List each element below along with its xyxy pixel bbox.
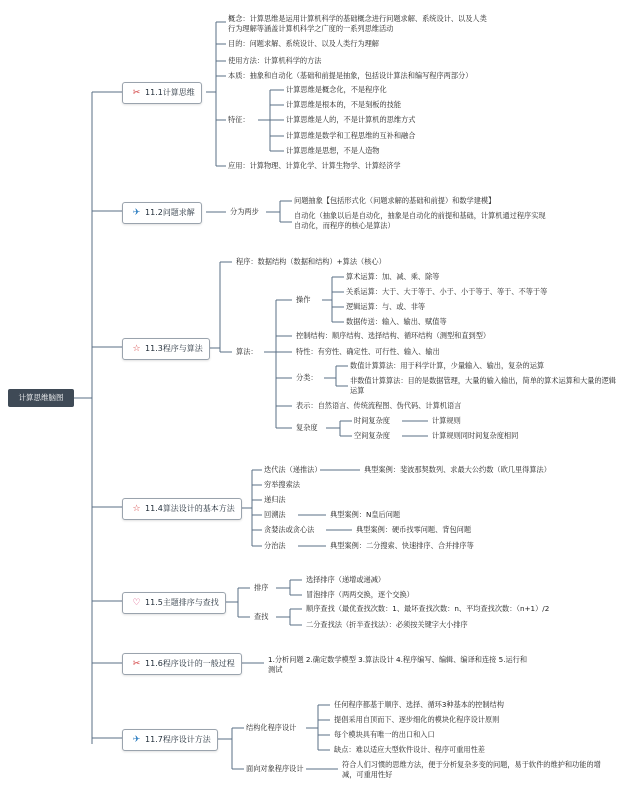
t3-complex-value: 计算规则 bbox=[432, 416, 461, 425]
t4-method: 回溯法 bbox=[264, 510, 286, 519]
t5-sort-label: 排序 bbox=[254, 583, 269, 592]
t1-feature-item: 计算思维是思想，不是人造物 bbox=[286, 146, 380, 155]
t7-struct-item: 任何程序都基于顺序、选择、循环3种基本的控制结构 bbox=[334, 700, 504, 709]
t7-struct-label: 结构化程序设计 bbox=[246, 723, 297, 732]
t5-search-item: 顺序查找（最优查找次数：1、最坏查找次数：n、平均查找次数：（n+1）/2 bbox=[306, 604, 550, 613]
topic-programming-process bbox=[122, 653, 242, 675]
topic-problem-solving bbox=[122, 202, 202, 224]
paper-plane-icon: ✈ bbox=[132, 208, 141, 218]
star-icon: ☆ bbox=[132, 344, 141, 354]
topic-programming-methods bbox=[122, 729, 218, 751]
t3-repr: 表示：自然语言、传统流程图、伪代码、计算机语言 bbox=[296, 401, 462, 410]
topic-label: 11.5主题排序与查找 bbox=[145, 598, 219, 607]
topic-algorithm-design-methods bbox=[122, 498, 242, 520]
topic-label: 11.2问题求解 bbox=[145, 208, 195, 217]
star-icon: ☆ bbox=[132, 504, 141, 514]
t7-oop-label: 面向对象程序设计 bbox=[246, 764, 304, 773]
topic-program-algorithm bbox=[122, 338, 210, 360]
t3-class-item: 非数值计算算法：目的是数据管理，大量的输入输出，简单的算术运算和大量的逻辑运算 bbox=[350, 376, 616, 395]
t4-example: 典型案例：N皇后问题 bbox=[330, 510, 401, 519]
tools-icon: ✂ bbox=[132, 88, 141, 98]
t3-complex-key: 时间复杂度 bbox=[354, 416, 390, 425]
t3-complex-label: 复杂度 bbox=[296, 423, 318, 432]
t4-method: 穷举搜索法 bbox=[264, 480, 300, 489]
t4-method: 分治法 bbox=[264, 541, 286, 550]
t4-method: 贪婪法或贪心法 bbox=[264, 525, 315, 534]
t1-method: 使用方法：计算机科学的方法 bbox=[228, 56, 322, 65]
t3-op-item: 算术运算：加、减、乘、除等 bbox=[346, 272, 440, 281]
t1-feature-item: 计算思维是概念化，不是程序化 bbox=[286, 85, 387, 94]
t3-op-label: 操作 bbox=[296, 295, 311, 304]
t3-op-item: 逻辑运算：与、或、非等 bbox=[346, 302, 426, 311]
t1-purpose: 目的：问题求解、系统设计、以及人类行为理解 bbox=[228, 39, 379, 48]
t3-program: 程序：数据结构（数据和结构）+算法（核心） bbox=[236, 257, 386, 266]
t4-example: 典型案例：硬币找零问题、背包问题 bbox=[356, 525, 472, 534]
topic-computational-thinking bbox=[122, 82, 202, 104]
t4-method: 迭代法（递推法） bbox=[264, 465, 322, 474]
topic-label: 11.1计算思维 bbox=[145, 88, 195, 97]
t3-op-item: 数据传送：输入、输出、赋值等 bbox=[346, 317, 447, 326]
topic-sort-search bbox=[122, 592, 226, 614]
topic-label: 11.3程序与算法 bbox=[145, 344, 203, 353]
t3-complex-key: 空间复杂度 bbox=[354, 431, 390, 440]
t3-class-label: 分类： bbox=[296, 373, 318, 382]
tools-icon: ✂ bbox=[132, 659, 141, 669]
t3-algo-label: 算法： bbox=[236, 347, 258, 356]
t5-sort-item: 冒泡排序（两两交换，逐个交换） bbox=[306, 590, 414, 599]
t2-step-abstract: 问题抽象【包括形式化（问题求解的基础和前提）和数学建模】 bbox=[294, 196, 496, 205]
t1-feature-item: 计算思维是数学和工程思维的互补和融合 bbox=[286, 131, 416, 140]
t6-steps: 1.分析问题 2.确定数学模型 3.算法设计 4.程序编写、编辑、编译和连接 5.运行和测试 bbox=[268, 655, 528, 674]
t2-step-automation: 自动化（抽象以后是自动化，抽象是自动化的前提和基础，计算机通过程序实现自动化，而程序的核心是算法） bbox=[294, 211, 546, 230]
t4-example: 典型案例：斐波那契数列、求最大公约数（欧几里得算法） bbox=[364, 465, 551, 474]
topic-label: 11.6程序设计的一般过程 bbox=[145, 659, 235, 668]
t5-search-label: 查找 bbox=[254, 612, 269, 621]
t4-method: 递归法 bbox=[264, 495, 286, 504]
t1-feature-item: 计算思维是人的，不是计算机的思维方式 bbox=[286, 115, 416, 124]
t1-feature-item: 计算思维是根本的，不是刻板的技能 bbox=[286, 100, 402, 109]
t3-class-item: 数值计算算法：用于科学计算，少量输入、输出，复杂的运算 bbox=[350, 361, 545, 370]
paper-plane-icon: ✈ bbox=[132, 735, 141, 745]
t1-feature-label: 特征： bbox=[228, 115, 250, 124]
topic-label: 11.7程序设计方法 bbox=[145, 735, 211, 744]
topic-label: 11.4算法设计的基本方法 bbox=[145, 504, 235, 513]
t1-essence: 本质：抽象和自动化（基础和前提是抽象，包括设计算法和编写程序两部分） bbox=[228, 71, 473, 80]
t5-sort-item: 选择排序（递增或递减） bbox=[306, 575, 386, 584]
t3-traits: 特性：有穷性、确定性、可行性、输入、输出 bbox=[296, 347, 440, 356]
heart-icon: ♡ bbox=[132, 598, 141, 608]
t3-complex-value: 计算规则同时间复杂度相同 bbox=[432, 431, 519, 440]
t7-struct-item: 每个模块具有唯一的出口和入口 bbox=[334, 730, 435, 739]
t7-struct-item: 提倡采用自顶而下、逐步细化的模块化程序设计原则 bbox=[334, 715, 500, 724]
t1-concept: 概念：计算思维是运用计算机科学的基础概念进行问题求解、系统设计、以及人类行为理解等涵盖计算机科学之广度的一系列思维活动 bbox=[228, 14, 487, 33]
t7-oop-desc: 符合人们习惯的思维方法，便于分析复杂多变的问题，易于软件的维护和功能的增减，可重用性好 bbox=[342, 760, 601, 779]
t4-example: 典型案例：二分搜索、快速排序、合并排序等 bbox=[330, 541, 474, 550]
t3-control: 控制结构：顺序结构、选择结构、循环结构（测型和直到型） bbox=[296, 331, 491, 340]
t3-op-item: 关系运算：大于、大于等于、小于、小于等于、等于、不等于等 bbox=[346, 287, 548, 296]
t5-search-item: 二分查找法（折半查找法）：必须按关键字大小排序 bbox=[306, 620, 468, 629]
t2-branch: 分为两步 bbox=[230, 207, 259, 216]
root-node: 计算思维脑图 bbox=[8, 389, 74, 407]
t1-apps: 应用：计算物理、计算化学、计算生物学、计算经济学 bbox=[228, 161, 401, 170]
t7-struct-item: 缺点：难以适应大型软件设计、程序可重用性差 bbox=[334, 745, 485, 754]
